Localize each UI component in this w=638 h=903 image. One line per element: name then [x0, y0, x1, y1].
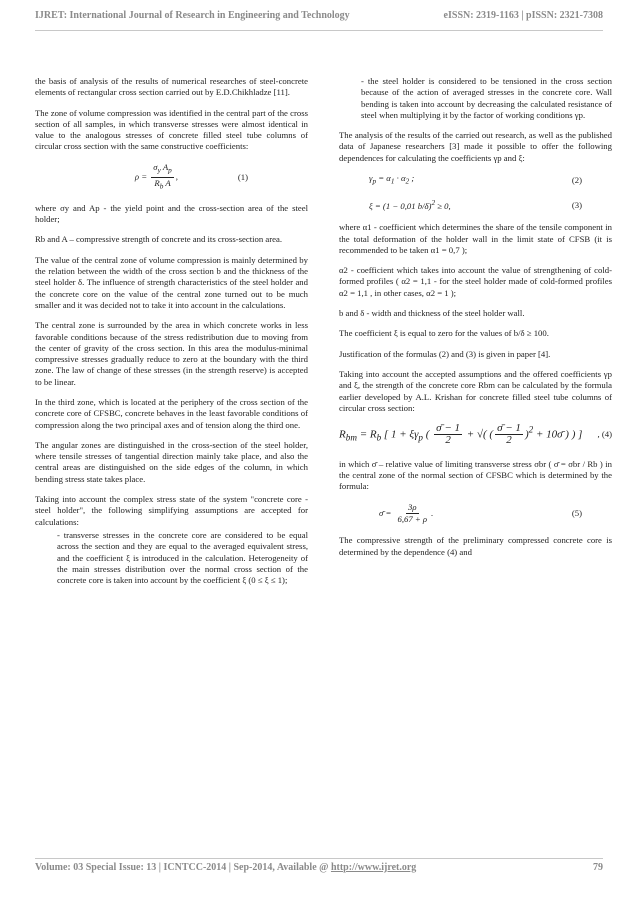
paragraph: the basis of analysis of the results of numerical researches of steel-concrete elements of rectangular cross section carried out by E.D.Chikhladze [11].: [35, 76, 308, 98]
paragraph: The angular zones are distinguished in the cross-section of the steel holder, where tensile stresses of tangential direction mainly take place, and also the central areas are distinguished on the side edges of the column, in which bending stress state takes place.: [35, 439, 308, 484]
footer-info: [35, 862, 416, 873]
paragraph: The coefficient ξ is equal to zero for the values of b/δ ≥ 100.: [339, 328, 549, 339]
issn: eISSN: 2319-1163 | pISSN: 2321-7308: [443, 10, 603, 21]
journal-title: IJRET: International Journal of Research in Engineering and Technology: [35, 10, 350, 21]
equation-number: , (4): [597, 429, 612, 440]
paragraph: The analysis of the results of the carried out research, as well as the published data of Japanese researchers [3] made it possible to offer the following dependences for calculating the coefficients γp and ξ:: [339, 130, 612, 163]
paragraph: The value of the central zone of volume compression is mainly determined by the relation between the width of the cross section b and the thickness of the steel holder δ. The influence of strength characteristics of the steel holder and the concrete core on the value of the central zone turned out to be much smaller and it was decided not to take it into account in the calculations.: [35, 254, 308, 310]
right-column: [339, 76, 612, 567]
equation-1: [35, 162, 308, 193]
paragraph: The compressive strength of the preliminary compressed concrete core is determined by the dependence (4) and: [339, 535, 612, 557]
header-rule: [35, 30, 603, 31]
paragraph: Justification of the formulas (2) and (3) is given in paper [4].: [339, 348, 551, 359]
paragraph: where σy and Ap - the yield point and the cross-section area of the steel holder;: [35, 202, 308, 225]
paragraph: The zone of volume compression was identified in the central part of the cross section of all samples, in which transverse stresses were almost identical in value to the analogous stresses of concrete filled steel tube columns of circular cross section with the same constructive coefficients:: [35, 107, 308, 152]
equation-formula: $R_{bm} = R_b$ [ $1 + \xi\gamma_p$ ( $\frac{\sigmā - 1}{2}$ + √( ( $\frac{\sigmā - 1}{2}$ )$^2$ + 10σ̄ ) ) ]: [339, 422, 583, 447]
equation-formula: ξ = (1 − 0,01 b/δ)$^2$ ≥ 0,: [369, 199, 451, 211]
equation-number: (2): [571, 174, 582, 185]
equation-2: [339, 173, 612, 188]
equation-formula: σ̄ = $\frac{3\rho}{6,67 + \rho}$ .: [379, 501, 434, 524]
journal-link[interactable]: http://www.ijret.org: [330, 862, 417, 873]
equation-formula: $\gamma_p = \alpha_1 \cdot \alpha_2$ ;: [369, 173, 415, 186]
paragraph: In the third zone, which is located at the periphery of the cross section of the concrete core of CFSBC, concrete behaves in the least favorable conditions of compression along the two principal axes and of tension along the third one.: [35, 397, 308, 430]
page-footer: [35, 862, 603, 873]
list-item: - the steel holder is considered to be tensioned in the cross section because of the action of averaged stresses in the concrete core. Wall bending is taken into account by decreasing the calculated resistance of steel when multiplying it by the factor of working conditions γp.: [361, 76, 612, 120]
list-item: - transverse stresses in the concrete core are considered to be equal across the section and they are equal to the averaged equivalent stress, and the coefficient ξ is introduced in the calculation. Heterogeneity of the main stresses distribution over the normal cross section of the concrete core is taken into account by the coefficient ξ (0 ≤ ξ ≤ 1);: [57, 529, 308, 586]
equation-3: [339, 198, 612, 212]
page-header: [35, 10, 603, 21]
paragraph: Taking into account the accepted assumptions and the offered coefficients γp and ξ, the strength of the concrete core Rbm can be calculated by the formula earlier developed by A.L. Krishan for concrete filled steel tube columns of circular cross section:: [339, 368, 612, 413]
footer-rule: [35, 858, 603, 859]
paragraph: Taking into account the complex stress state of the system "concrete core - steel holder", the following simplifying assumptions are accepted for calculations:: [35, 494, 308, 527]
equation-number: (5): [571, 507, 582, 518]
equation-number: (3): [571, 199, 582, 210]
paragraph: The central zone is surrounded by the area in which concrete works in less favorable conditions because of the stress redistribution due to moving from the center of gravity of the cross section. In this area the modulus-minimal compressive stresses gradually reduce to zero at the boundary with the third zone. The law of change of these stresses (in the strength reserve) is accepted to be linear.: [35, 320, 308, 387]
footer-volume: Volume: 03 Special Issue: 13 | ICNTCC-2014 | Sep-2014, Available @: [35, 862, 329, 873]
left-column: [35, 76, 308, 595]
equation-4: [339, 423, 612, 447]
equation-5: [339, 502, 612, 526]
paragraph: in which σ̄ – relative value of limiting transverse stress σbr ( σ̄ = σbr / Rb ) in the central zone of the normal section of CFSBC which is determined by the formula:: [339, 458, 612, 492]
equation-number: (1): [237, 171, 248, 182]
paragraph: Rb and A – compressive strength of concrete and its cross-section area.: [35, 234, 283, 245]
equation-formula: ρ = $\frac{\sigma_y A_p}{R_b A}$ ,: [134, 161, 178, 191]
paragraph: where α1 - coefficient which determines the share of the tensile component in the total deformation of the holder wall in the limit state of CFSB (it is recommended to be taken α1 = 0,7 );: [339, 222, 612, 255]
page-number: 79: [593, 862, 603, 873]
paragraph: α2 - coefficient which takes into account the value of strengthening of cold-formed profiles ( α2 = 1,1 - for the steel holder made of cold-formed profiles α2 = 1,1 , in other cases, α2 = 1 );: [339, 265, 612, 298]
paragraph: b and δ - width and thickness of the steel holder wall.: [339, 308, 525, 319]
